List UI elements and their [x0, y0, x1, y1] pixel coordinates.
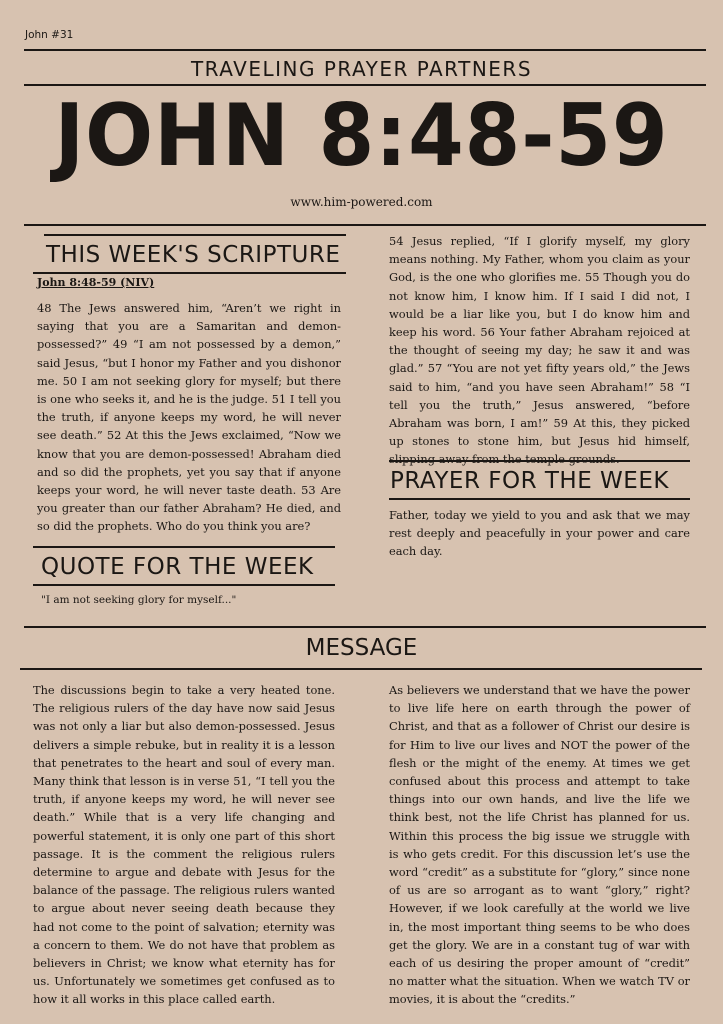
- newsletter-subtitle: TRAVELING PRAYER PARTNERS: [190, 57, 533, 81]
- scripture-heading: THIS WEEK'S SCRIPTURE: [46, 242, 341, 268]
- prayer-heading: PRAYER FOR THE WEEK: [390, 468, 669, 494]
- message-heading-bottom-rule: [20, 668, 702, 670]
- quote-heading: QUOTE FOR THE WEEK: [41, 554, 314, 580]
- page-title: JOHN 8:48-59: [54, 86, 669, 186]
- header-bottom-rule: [24, 224, 706, 226]
- scripture-heading-top-rule: [44, 234, 346, 236]
- quote-heading-top-rule: [33, 546, 335, 548]
- quote-text: "I am not seeking glory for myself...": [41, 594, 237, 606]
- prayer-heading-top-rule: [389, 460, 690, 462]
- message-text-col1: The discussions begin to take a very heated tone. The religious rulers of the day have now said Jesus was not only a liar but also demon-possessed. Jesus delivers a simple rebuke, but in reality it is a lesson that penetrates to the heart and soul of every man. Many think that lesson is in verse 51, “I tell you the truth, if anyone keeps my word, he will never see death.” While that is a very life changing and powerful statement, it is only one part of this short passage. It is the comment the religious rulers determine to argue and debate with Jesus for the balance of the passage. The religious rulers wanted to argue about never seeing death because they had not come to the point of salvation; eternity was a concern to them. We do not have that problem as believers in Christ; we know what eternity has for us. Unfortunately we sometimes get confused as to how it all works in this place called earth.: [33, 683, 335, 1007]
- scripture-reference: John 8:48-59 (NIV): [37, 276, 155, 289]
- header-top-rule: [24, 49, 706, 51]
- issue-number: John #31: [25, 29, 74, 41]
- scripture-heading-bottom-rule: [33, 272, 346, 274]
- scripture-text-right: 54 Jesus replied, “If I glorify myself, my glory means nothing. My Father, whom you claim as your God, is the one who glorifies me. 55 Though you do not know him, I know him. If I said I did not, I would be a liar like you, but I do know him and keep his word. 56 Your father Abraham rejoiced at the thought of seeing my day; he saw it and was glad.” 57 “You are not yet fifty years old,” the Jews said to him, “and you have seen Abraham!” 58 “I tell you the truth,” Jesus answered, “before Abraham was born, I am!” 59 At this, they picked up stones to stone him, but Jesus hid himself, slipping away from the temple grounds.: [389, 234, 690, 467]
- message-text-col2: As believers we understand that we have the power to live life here on earth through the power of Christ, and that as a follower of Christ our desire is for Him to live our lives and NOT the power of the flesh or the might of the enemy. At times we get confused about this process and attempt to take things into our own hands, and live the life we think best, not the life Christ has planned for us. Within this process the big issue we struggle with is who gets credit. For this discussion let’s use the word “credit” as a substitute for “glory,” since none of us are so arrogant as to want “glory,” right? However, if we look carefully at the world we live in, the most important thing seems to be who does get the glory. We are in a constant tug of war with each of us desiring the proper amount of “credit” no matter what the situation. When we watch TV or movies, it is about the “credits.”: [389, 683, 690, 1007]
- prayer-text: Father, today we yield to you and ask that we may rest deeply and peacefully in your power and care each day.: [389, 508, 690, 559]
- website-link[interactable]: www.him-powered.com: [290, 195, 433, 209]
- scripture-text-left: 48 The Jews answered him, “Aren’t we right in saying that you are a Samaritan and demon-possessed?” 49 “I am not possessed by a demon,” said Jesus, “but I honor my Father and you dishonor me. 50 I am not seeking glory for myself; but there is one who seeks it, and he is the judge. 51 I tell you the truth, if anyone keeps my word, he will never see death.” 52 At this the Jews exclaimed, “Now we know that you are demon-possessed! Abraham died and so did the prophets, yet you say that if anyone keeps your word, he will never taste death. 53 Are you greater than our father Abraham? He died, and so did the prophets. Who do you think you are?: [37, 301, 341, 534]
- quote-heading-bottom-rule: [33, 584, 335, 586]
- prayer-heading-bottom-rule: [389, 498, 690, 500]
- message-heading: MESSAGE: [305, 635, 418, 661]
- message-heading-top-rule: [24, 626, 706, 628]
